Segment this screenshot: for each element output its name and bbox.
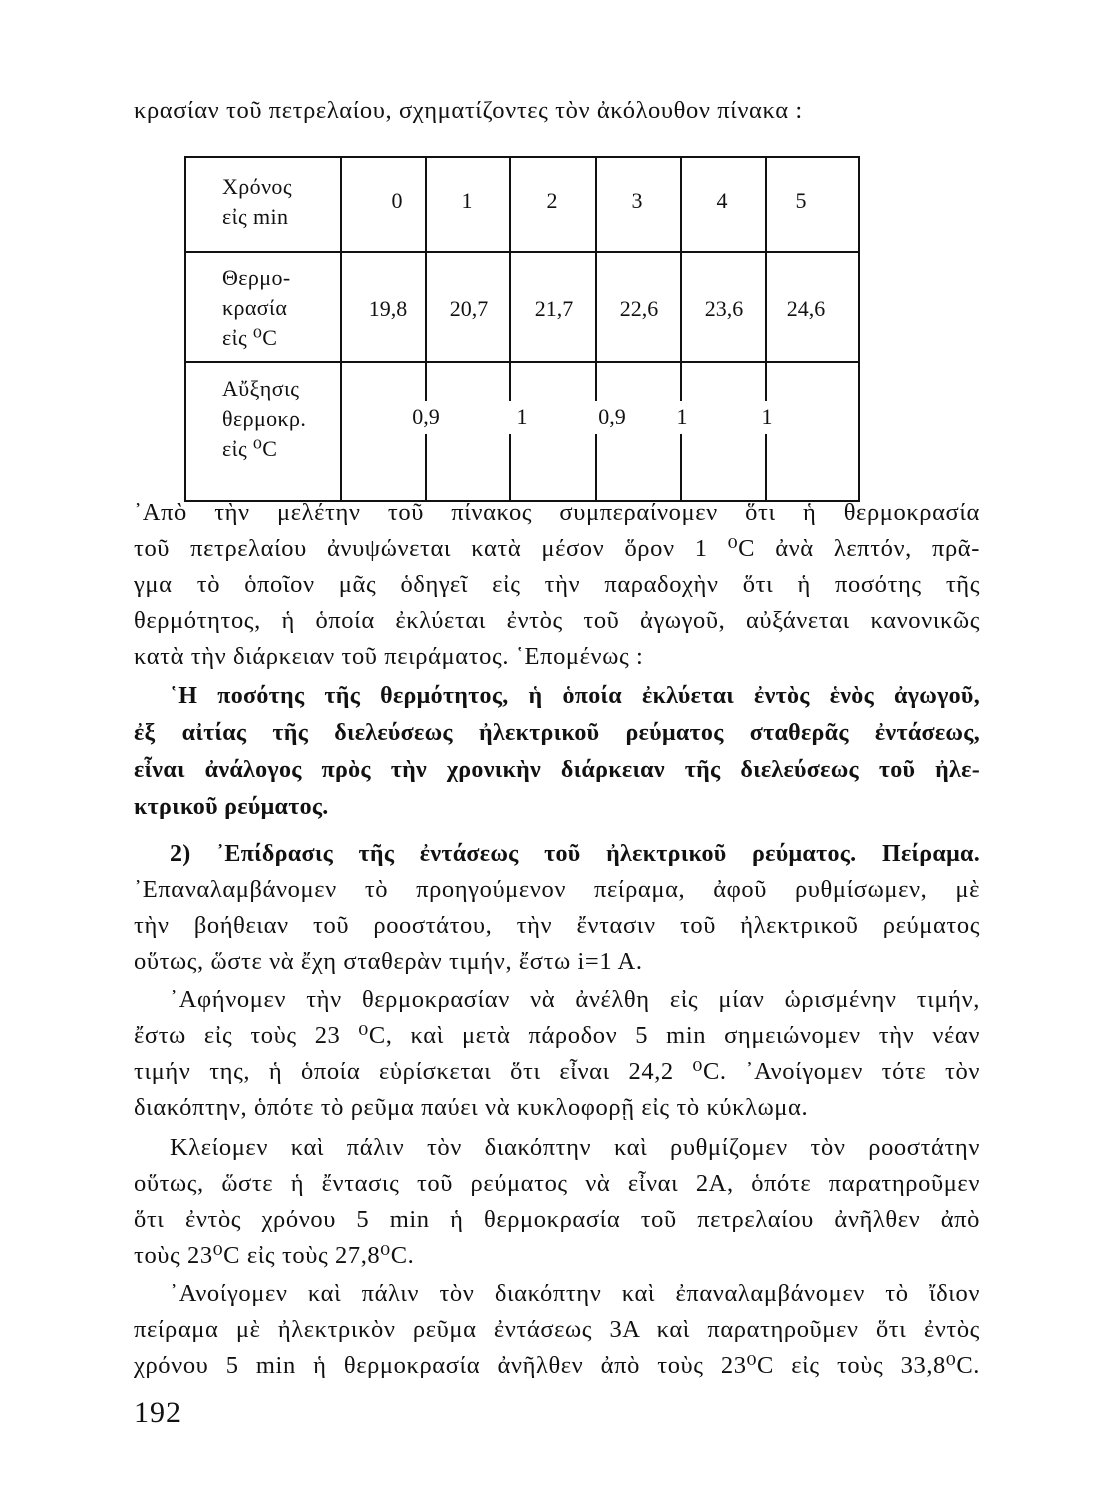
law-line: κτρικοῦ ρεύματος. [134, 794, 329, 820]
time-cell: 5 [795, 188, 807, 213]
page-number: 192 [134, 1396, 182, 1429]
row-label-line: Αὔξησις [222, 376, 300, 401]
table-column-divider [425, 361, 427, 401]
increase-cell: 1 [761, 404, 773, 429]
row-label-line: εἰς min [222, 204, 289, 229]
increase-cell: 1 [676, 404, 688, 429]
time-cell: 0 [391, 188, 403, 213]
intro-line: κρασίαν τοῦ πετρελαίου, σχηματίζοντες τὸν ἀκόλουθον πίνακα : [134, 97, 803, 124]
table-column-divider [765, 361, 767, 401]
table-column-divider [595, 434, 597, 502]
time-cell: 3 [631, 188, 643, 213]
paragraph-line: ᾿Απὸ τὴν μελέτην τοῦ πίνακος συμπεραίνομεν ὅτι ἡ θερμοκρασία [134, 499, 980, 526]
row-label-line: εἰς ⁰C [222, 436, 278, 461]
law-line: εἶναι ἀνάλογος πρὸς τὴν χρονικὴν διάρκειαν τῆς διελεύσεως τοῦ ἠλε- [134, 757, 980, 783]
paragraph-line: κατὰ τὴν διάρκειαν τοῦ πειράματος. ῾Επομένως : [134, 643, 644, 670]
paragraph-line: ᾿Ανοίγομεν καὶ πάλιν τὸν διακόπτην καὶ ἐπαναλαμβάνομεν τὸ ἴδιον [170, 1280, 980, 1307]
table-row-divider [184, 251, 860, 253]
paragraph-line: ᾿Επαναλαμβάνομεν τὸ προηγούμενον πείραμα, ἀφοῦ ρυθμίσωμεν, μὲ [134, 876, 980, 903]
table-column-divider [680, 361, 682, 401]
row-label-temperature [222, 263, 291, 353]
paragraph-line: τοῦ πετρελαίου ἀνυψώνεται κατὰ μέσον ὅρον 1 ⁰C ἀνὰ λεπτόν, πρᾶ- [134, 535, 980, 562]
row-label-line: Θερμο- [222, 265, 291, 290]
table-label-divider [340, 156, 342, 502]
temperature-cell: 20,7 [449, 296, 489, 321]
paragraph-line: διακόπτην, ὁπότε τὸ ρεῦμα παύει νὰ κυκλοφορῇ εἰς τὸ κύκλωμα. [134, 1094, 809, 1121]
paragraph-line: ᾿Αφήνομεν τὴν θερμοκρασίαν νὰ ἀνέλθη εἰς μίαν ὡρισμένην τιμήν, [170, 986, 980, 1013]
law-line: ἐξ αἰτίας τῆς διελεύσεως ἠλεκτρικοῦ ρεύματος σταθερᾶς ἐντάσεως, [134, 720, 980, 746]
paragraph-line: γμα τὸ ὁποῖον μᾶς ὁδηγεῖ εἰς τὴν παραδοχὴν ὅτι ἡ ποσότης τῆς [134, 571, 980, 598]
temperature-cell: 23,6 [704, 296, 744, 321]
paragraph-line: ἔστω εἰς τοὺς 23 ⁰C, καὶ μετὰ πάροδον 5 min σημειώνομεν τὴν νέαν [134, 1022, 980, 1049]
row-label-line: Χρόνος [222, 174, 292, 199]
time-cell: 1 [461, 188, 473, 213]
row-label-line: θερμοκρ. [222, 406, 307, 431]
paragraph-line: οὕτως, ὥστε νὰ ἔχη σταθερὰν τιμήν, ἔστω i=1 A. [134, 948, 643, 975]
table-column-divider [765, 434, 767, 502]
table-column-divider [509, 434, 511, 502]
table-column-divider [509, 361, 511, 401]
temperature-cell: 22,6 [619, 296, 659, 321]
row-label-line: εἰς ⁰C [222, 325, 278, 350]
paragraph-line: οὕτως, ὥστε ἡ ἔντασις τοῦ ρεύματος νὰ εἶναι 2A, ὁπότε παρατηροῦμεν [134, 1170, 980, 1197]
increase-cell: 1 [516, 404, 528, 429]
paragraph-line: ὅτι ἐντὸς χρόνου 5 min ἡ θερμοκρασία τοῦ πετρελαίου ἀνῆλθεν ἀπὸ [134, 1206, 980, 1233]
temperature-cell: 19,8 [368, 296, 408, 321]
paragraph-line: Κλείομεν καὶ πάλιν τὸν διακόπτην καὶ ρυθμίζομεν τὸν ροοστάτην [170, 1134, 980, 1161]
table-column-divider [595, 361, 597, 401]
time-cell: 2 [546, 188, 558, 213]
paragraph-line: πείραμα μὲ ἠλεκτρικὸν ρεῦμα ἐντάσεως 3A καὶ παρατηροῦμεν ὅτι ἐντὸς [134, 1316, 980, 1343]
temperature-cell: 21,7 [534, 296, 574, 321]
paragraph-line: τιμήν της, ἡ ὁποία εὑρίσκεται ὅτι εἶναι 24,2 ⁰C. ᾿Ανοίγομεν τότε τὸν [134, 1058, 980, 1085]
paragraph-line: χρόνου 5 min ἡ θερμοκρασία ἀνῆλθεν ἀπὸ τοὺς 23⁰C εἰς τοὺς 33,8⁰C. [134, 1352, 980, 1379]
law-line: ῾Η ποσότης τῆς θερμότητος, ἡ ὁποία ἐκλύεται ἐντὸς ἑνὸς ἀγωγοῦ, [170, 683, 980, 709]
table-row-divider [184, 361, 860, 363]
table-column-divider [680, 434, 682, 502]
row-label-line: κρασία [222, 295, 288, 320]
table-column-divider [425, 434, 427, 502]
row-label-time [222, 172, 292, 232]
paragraph-line: θερμότητος, ἡ ὁποία ἐκλύεται ἐντὸς τοῦ ἀγωγοῦ, αὐξάνεται κανονικῶς [134, 607, 980, 634]
increase-cell: 0,9 [598, 404, 626, 429]
paragraph-line: τοὺς 23⁰C εἰς τοὺς 27,8⁰C. [134, 1242, 415, 1269]
section-heading: 2) ᾿Επίδρασις τῆς ἐντάσεως τοῦ ἠλεκτρικοῦ ρεύματος. Πείραμα. [170, 841, 980, 867]
time-cell: 4 [716, 188, 728, 213]
row-label-increase [222, 374, 306, 464]
temperature-cell: 24,6 [786, 296, 826, 321]
increase-cell: 0,9 [412, 404, 440, 429]
paragraph-line: τὴν βοήθειαν τοῦ ροοστάτου, τὴν ἔντασιν τοῦ ἠλεκτρικοῦ ρεύματος [134, 912, 980, 939]
